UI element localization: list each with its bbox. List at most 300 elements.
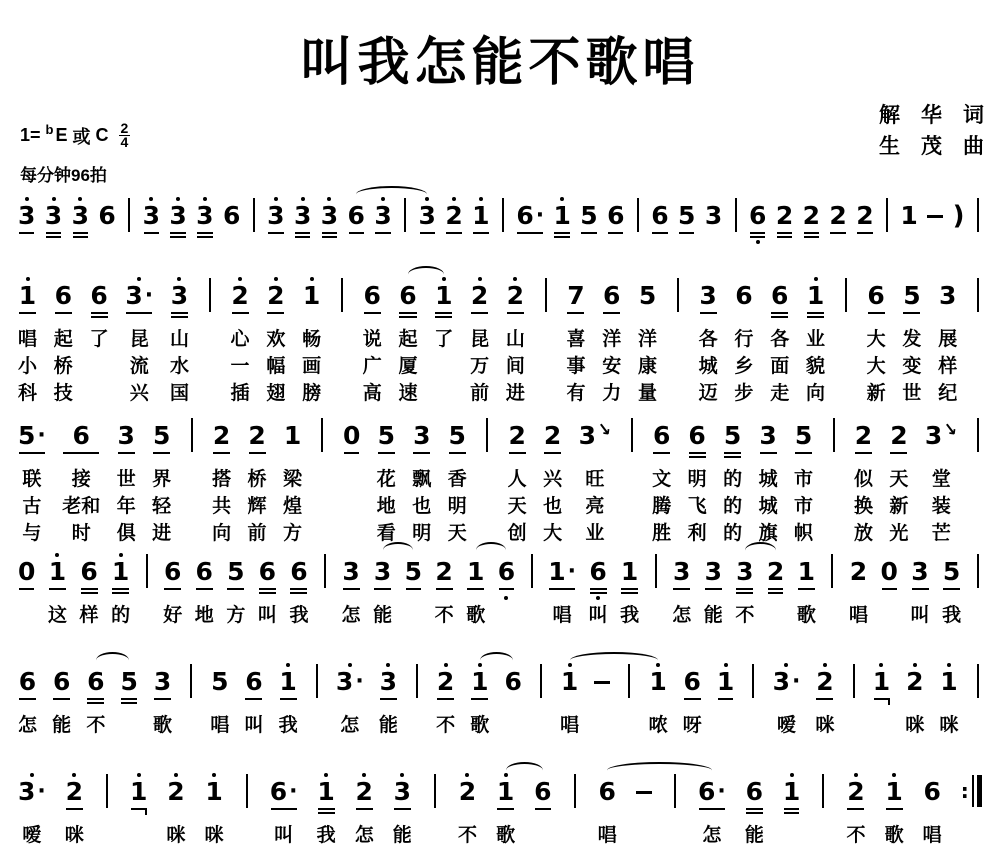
held-note-dash <box>636 791 652 794</box>
duration-underline <box>245 698 262 700</box>
note-token: 3 ↘ 旺 亮 业 <box>579 412 612 548</box>
note-token: 6 能 <box>52 658 71 740</box>
lyric-syllable: 广 <box>362 356 382 377</box>
duration-underline <box>621 592 638 594</box>
lyric-syllable: 的 <box>723 469 743 490</box>
lyric-syllable: 咪 <box>64 825 84 846</box>
note-token: 1 梁 煌 方 <box>283 412 302 548</box>
duration-underline <box>673 588 690 590</box>
meter-denominator: 4 <box>120 134 129 150</box>
lyric-syllable: 创 <box>507 523 527 544</box>
lyric-syllable: 世 <box>902 383 922 404</box>
duration-underline <box>81 592 98 594</box>
note-token: 5 发 变 世 <box>902 272 921 408</box>
score <box>18 0 982 862</box>
lyric-syllable: 纪 <box>938 383 958 404</box>
lyric-syllable: 方 <box>283 523 303 544</box>
duration-underline <box>554 236 569 238</box>
lyric-syllable: 旗 <box>758 523 778 544</box>
note-token: 3 能 <box>373 548 392 630</box>
note-token: 3 怎 <box>342 548 361 630</box>
note-token: ) <box>952 201 965 231</box>
lyric-syllable: 翅 <box>266 383 286 404</box>
bar-line-mark <box>977 198 979 232</box>
duration-underline <box>544 452 561 454</box>
held-note-dash <box>594 681 610 684</box>
note-token: 6 <box>504 667 522 696</box>
lyric-syllable: 叫 <box>910 605 930 626</box>
lyric-syllable: 样 <box>79 605 99 626</box>
note-token: 5 我 <box>942 548 961 630</box>
bar-line-mark <box>886 198 888 232</box>
octave-dot-below <box>596 596 600 600</box>
note-token: 3 <box>169 192 186 247</box>
note-token: 6 文 腾 胜 <box>652 412 671 548</box>
note-token: 3 世 年 俱 <box>117 412 136 548</box>
bar-line <box>528 548 536 630</box>
bar-line-mark <box>674 774 676 808</box>
note-token: 2 怎 <box>355 768 374 850</box>
duration-underline <box>857 232 872 234</box>
duration-underline <box>420 232 435 234</box>
lyric-syllable: 喜 <box>566 329 586 350</box>
note-token: 1 我 <box>279 658 298 740</box>
duration-underline <box>855 452 872 454</box>
bar-line-mark <box>977 664 979 698</box>
notes-row <box>18 192 982 247</box>
lyric-syllable: 天 <box>447 523 467 544</box>
note-token: 3 · 嗳 <box>18 768 46 850</box>
lyric-syllable: 明 <box>447 496 467 517</box>
lyric-syllable: 小 <box>18 356 38 377</box>
note-token: 3 不 <box>735 548 754 630</box>
duration-underline <box>144 232 159 234</box>
duration-underline <box>375 232 390 234</box>
lyric-syllable: 呀 <box>682 715 702 736</box>
duration-underline <box>473 232 488 234</box>
bar-line-mark <box>324 554 326 588</box>
duration-underline <box>87 702 104 704</box>
lyric-syllable: 量 <box>638 383 658 404</box>
lyric-syllable: 香 <box>447 469 467 490</box>
duration-underline <box>271 808 297 810</box>
bar-line-mark <box>833 418 835 452</box>
note-token: 5 · 联 古 与 <box>18 412 46 548</box>
duration-underline <box>467 588 484 590</box>
duration-underline <box>795 452 812 454</box>
lyric-syllable: 能 <box>373 605 393 626</box>
duration-underline <box>689 456 706 458</box>
duration-underline <box>912 588 929 590</box>
flat-sign: b <box>45 122 54 137</box>
lyric-syllable: 共 <box>212 496 232 517</box>
note-token: 1 这 <box>48 548 67 630</box>
lyric-syllable: 康 <box>638 356 658 377</box>
lyric-syllable: 能 <box>378 715 398 736</box>
lyric-syllable: 哝 <box>648 715 668 736</box>
lyric-syllable: 流 <box>129 356 149 377</box>
duration-underline <box>705 588 722 590</box>
bar-line <box>313 658 321 740</box>
bar-line-mark <box>486 418 488 452</box>
lyric-syllable: 貌 <box>806 356 826 377</box>
note-token: 3 各 城 迈 <box>699 272 718 408</box>
bar-line <box>828 548 836 630</box>
duration-underline <box>768 592 783 594</box>
lyric-syllable: 城 <box>698 356 718 377</box>
lyric-syllable: 厦 <box>398 356 418 377</box>
lyric-syllable: 山 <box>505 329 525 350</box>
note-token: 3 <box>18 192 35 247</box>
duration-underline <box>112 592 129 594</box>
lyric-syllable: 说 <box>362 329 382 350</box>
duration-underline <box>750 232 765 234</box>
bar-line <box>625 658 633 740</box>
note-token: 1 <box>472 192 489 247</box>
lyric-syllable: 城 <box>758 496 778 517</box>
notation-system-5 <box>18 658 982 740</box>
duration-underline <box>736 588 753 590</box>
lyric-syllable: 山 <box>169 329 189 350</box>
lyric-syllable: 与 <box>22 523 42 544</box>
bar-line-mark <box>831 554 833 588</box>
note-token: 6 各 面 走 <box>770 272 789 408</box>
note-token: 6 行 乡 步 <box>734 272 753 408</box>
augmentation-dot: · <box>37 423 46 448</box>
glissando-down-icon: ↘ <box>595 419 613 441</box>
bar-line-mark <box>416 664 418 698</box>
augmentation-dot: · <box>355 669 364 694</box>
lyric-syllable: 帜 <box>794 523 814 544</box>
note-token: 6 <box>348 192 365 247</box>
lyric-syllable: 力 <box>602 383 622 404</box>
lyric-syllable: 亮 <box>585 496 605 517</box>
note-token: 3 <box>72 192 89 247</box>
bar-line <box>974 192 982 247</box>
duration-underline <box>886 808 903 810</box>
lyric-syllable: 有 <box>566 383 586 404</box>
note-token: 6 <box>607 192 624 247</box>
note-token: 3 <box>143 192 160 247</box>
lyric-syllable: 向 <box>806 383 826 404</box>
duration-underline <box>63 452 99 454</box>
duration-underline <box>746 812 763 814</box>
duration-underline <box>227 588 244 590</box>
lyric-syllable: 的 <box>723 496 743 517</box>
note-token: 5 花 地 看 <box>377 412 396 548</box>
augmentation-dot: · <box>289 779 298 804</box>
lyric-syllable: 的 <box>111 605 131 626</box>
note-token: 6 说 广 高 <box>363 272 382 408</box>
duration-underline <box>121 698 136 700</box>
note-token: 1 咪 <box>939 658 958 740</box>
slur-arc <box>745 542 776 552</box>
slur-arc <box>383 542 414 552</box>
duration-underline <box>164 588 181 590</box>
bar-line <box>338 272 346 408</box>
duration-underline <box>364 312 381 314</box>
note-token: 2 <box>803 192 820 247</box>
bar-line <box>537 658 545 740</box>
duration-underline <box>153 452 170 454</box>
lyric-syllable: 梁 <box>283 469 303 490</box>
bar-line-mark <box>540 664 542 698</box>
bar-line-mark <box>752 664 754 698</box>
bar-line-mark <box>628 664 630 698</box>
lyric-syllable: 嗳 <box>776 715 796 736</box>
bar-line <box>732 192 740 247</box>
duration-underline <box>750 236 765 238</box>
duration-underline <box>652 232 667 234</box>
note-token: 3 <box>704 201 723 230</box>
note-token: 1 <box>783 768 800 850</box>
song-title: 叫我怎能不歌唱 <box>300 34 700 92</box>
note-token: 3 <box>45 192 62 247</box>
note-token: 6 <box>498 548 515 630</box>
duration-underline <box>55 312 72 314</box>
note-token: 3 歌 <box>153 658 172 740</box>
lyric-syllable: 水 <box>169 356 189 377</box>
bar-line <box>634 192 642 247</box>
duration-underline <box>91 316 108 318</box>
lyric-syllable: 怎 <box>702 825 722 846</box>
notes-row <box>18 272 982 408</box>
lyric-syllable: 胜 <box>652 523 672 544</box>
bar-line-mark <box>545 278 547 312</box>
note-token: 1 唱 小 科 <box>18 272 37 408</box>
note-token: 2 兴 也 大 <box>543 412 562 548</box>
lyric-syllable: 咪 <box>905 715 925 736</box>
duration-underline <box>290 588 307 590</box>
lyric-syllable: 唱 <box>18 329 38 350</box>
duration-underline <box>446 232 461 234</box>
note-token: 5 <box>120 658 137 740</box>
duration-underline <box>406 588 421 590</box>
note-token: 3 <box>374 192 391 247</box>
note-token: 5 唱 <box>210 658 229 740</box>
duration-underline <box>356 808 373 810</box>
duration-underline <box>349 232 364 234</box>
lyric-syllable: 飞 <box>687 496 707 517</box>
note-token: 2 <box>767 548 784 630</box>
duration-underline <box>718 698 733 700</box>
bar-line <box>571 768 579 850</box>
duration-underline <box>890 452 907 454</box>
note-token: 3 展 样 纪 <box>938 272 957 408</box>
key-or-label: 或 <box>72 126 91 147</box>
duration-underline <box>170 232 185 234</box>
bar-line-mark <box>321 418 323 452</box>
lyric-syllable: 明 <box>412 523 432 544</box>
lyric-syllable: 时 <box>71 523 91 544</box>
duration-underline <box>19 232 34 234</box>
duration-underline <box>53 698 70 700</box>
lyric-syllable: 咪 <box>815 715 835 736</box>
note-token: 1 <box>900 201 918 230</box>
duration-underline <box>700 312 717 314</box>
lyric-syllable: 天 <box>889 469 909 490</box>
bar-line-mark <box>853 664 855 698</box>
duration-underline <box>118 452 135 454</box>
notes-row <box>18 768 982 850</box>
duration-underline <box>436 588 453 590</box>
note-token: 3 怎 <box>672 548 691 630</box>
lyric-syllable: 也 <box>543 496 563 517</box>
note-token: 6 我 <box>289 548 308 630</box>
note-token: 2 咪 <box>905 658 924 740</box>
duration-underline <box>322 236 337 238</box>
duration-underline <box>943 588 960 590</box>
note-token: 3 <box>419 192 436 247</box>
note-token: 1 我 <box>317 768 336 850</box>
duration-underline <box>49 588 66 590</box>
duration-underline <box>874 698 889 700</box>
lyric-syllable: 芒 <box>931 523 951 544</box>
lyric-syllable: 我 <box>942 605 962 626</box>
note-token: 1 <box>553 192 570 247</box>
bar-line <box>431 768 439 850</box>
duration-underline <box>746 808 763 810</box>
lyric-syllable: 国 <box>169 383 189 404</box>
duration-underline <box>724 456 741 458</box>
duration-underline <box>435 316 452 318</box>
bar-line-mark <box>341 278 343 312</box>
bar-line <box>974 548 982 630</box>
bar-line-mark <box>735 198 737 232</box>
note-token: 2 不 <box>458 768 477 850</box>
lyric-syllable: 怎 <box>340 715 360 736</box>
bar-line <box>206 272 214 408</box>
note-token: 2 <box>829 192 846 247</box>
note-token: 5 市 市 帜 <box>794 412 813 548</box>
duration-underline <box>374 588 391 590</box>
note-token: 2 不 <box>435 548 454 630</box>
lyric-syllable: 技 <box>53 383 73 404</box>
notation-system-6 <box>18 768 982 850</box>
lyric-syllable: 业 <box>806 329 826 350</box>
lyric-syllable: 联 <box>22 469 42 490</box>
bar-line-mark <box>316 664 318 698</box>
note-token: 1 了 <box>434 272 453 408</box>
lyric-syllable: 兴 <box>543 469 563 490</box>
duration-underline <box>249 452 266 454</box>
duration-underline <box>81 588 98 590</box>
lyric-syllable: 能 <box>392 825 412 846</box>
lyric-syllable: 看 <box>376 523 396 544</box>
note-token: 6 洋 安 力 <box>602 272 621 408</box>
duration-underline <box>621 588 638 590</box>
notation-system-4 <box>18 548 982 630</box>
duration-underline <box>121 702 136 704</box>
duration-underline <box>684 698 701 700</box>
bar-line <box>830 412 838 548</box>
lyric-syllable: 能 <box>744 825 764 846</box>
bar-line-mark <box>637 198 639 232</box>
augmentation-dot: · <box>535 203 545 228</box>
lyric-syllable: 怎 <box>354 825 374 846</box>
note-token: 1 <box>130 768 147 850</box>
note-token: 3 · 怎 <box>336 658 364 740</box>
duration-underline <box>699 808 725 810</box>
note-token: 6 <box>222 201 241 230</box>
slur-arc <box>356 186 427 196</box>
lyric-syllable: 不 <box>735 605 755 626</box>
lyric-syllable: 洋 <box>638 329 658 350</box>
bar-line-mark <box>246 774 248 808</box>
lyric-syllable: 不 <box>434 605 454 626</box>
bar-line-mark <box>128 198 130 232</box>
lyric-syllable: 唱 <box>597 825 617 846</box>
notation-system-3 <box>18 412 982 548</box>
duration-underline <box>380 698 397 700</box>
bar-line-mark <box>146 554 148 588</box>
duration-underline <box>91 312 108 314</box>
note-token: 5 <box>678 192 695 247</box>
note-token: 6 <box>98 201 116 230</box>
lyric-syllable: 怎 <box>341 605 361 626</box>
duration-underline <box>804 236 819 238</box>
lyric-syllable: 古 <box>22 496 42 517</box>
lyric-syllable: 地 <box>376 496 396 517</box>
note-token: 6 叫 <box>589 548 608 630</box>
bar-line <box>187 658 195 740</box>
duration-underline <box>394 808 411 810</box>
note-token: 6 大 大 新 <box>867 272 886 408</box>
lyric-syllable: 方 <box>226 605 246 626</box>
bar-line <box>842 272 850 408</box>
bar-line <box>125 192 133 247</box>
note-token: 1 · 唱 <box>548 548 576 630</box>
bar-line-mark <box>977 278 979 312</box>
bar-line-mark <box>531 554 533 588</box>
duration-underline <box>807 316 824 318</box>
note-token: 2 唱 <box>849 548 868 630</box>
duration-underline <box>798 588 815 590</box>
note-token: 2 天 新 光 <box>889 412 908 548</box>
duration-underline <box>46 236 61 238</box>
note-token: 0 <box>343 412 360 548</box>
key-tonic: E <box>55 125 68 145</box>
bar-line-mark <box>977 418 979 452</box>
lyric-syllable: 幅 <box>266 356 286 377</box>
lyric-syllable: 老和 <box>62 496 101 517</box>
lyric-syllable: 咪 <box>939 715 959 736</box>
bar-line <box>628 412 636 548</box>
note-token: 1 业 貌 向 <box>806 272 825 408</box>
note-token: 6 能 <box>745 768 764 850</box>
lyric-syllable: 年 <box>116 496 136 517</box>
lyric-syllable: 堂 <box>931 469 951 490</box>
lyric-syllable: 我 <box>316 825 336 846</box>
lyric-syllable: 歌 <box>496 825 516 846</box>
slur-arc <box>506 762 543 772</box>
note-token: 5 香 明 天 <box>448 412 467 548</box>
lyric-syllable: 大 <box>866 356 886 377</box>
lyric-syllable: 界 <box>152 469 172 490</box>
duration-underline <box>197 232 212 234</box>
lyric-syllable: 前 <box>247 523 267 544</box>
lyric-syllable: 发 <box>902 329 922 350</box>
augmentation-dot: · <box>717 779 726 804</box>
augmentation-dot: · <box>144 283 154 308</box>
lyric-syllable: 好 <box>163 605 183 626</box>
duration-underline <box>268 232 283 234</box>
tempo-marking: 每分钟96拍 <box>20 166 107 185</box>
lyric-syllable: 面 <box>770 356 790 377</box>
lyric-syllable: 似 <box>853 469 873 490</box>
note-token: 1 歌 <box>496 768 515 850</box>
lyric-syllable: 我 <box>620 605 640 626</box>
